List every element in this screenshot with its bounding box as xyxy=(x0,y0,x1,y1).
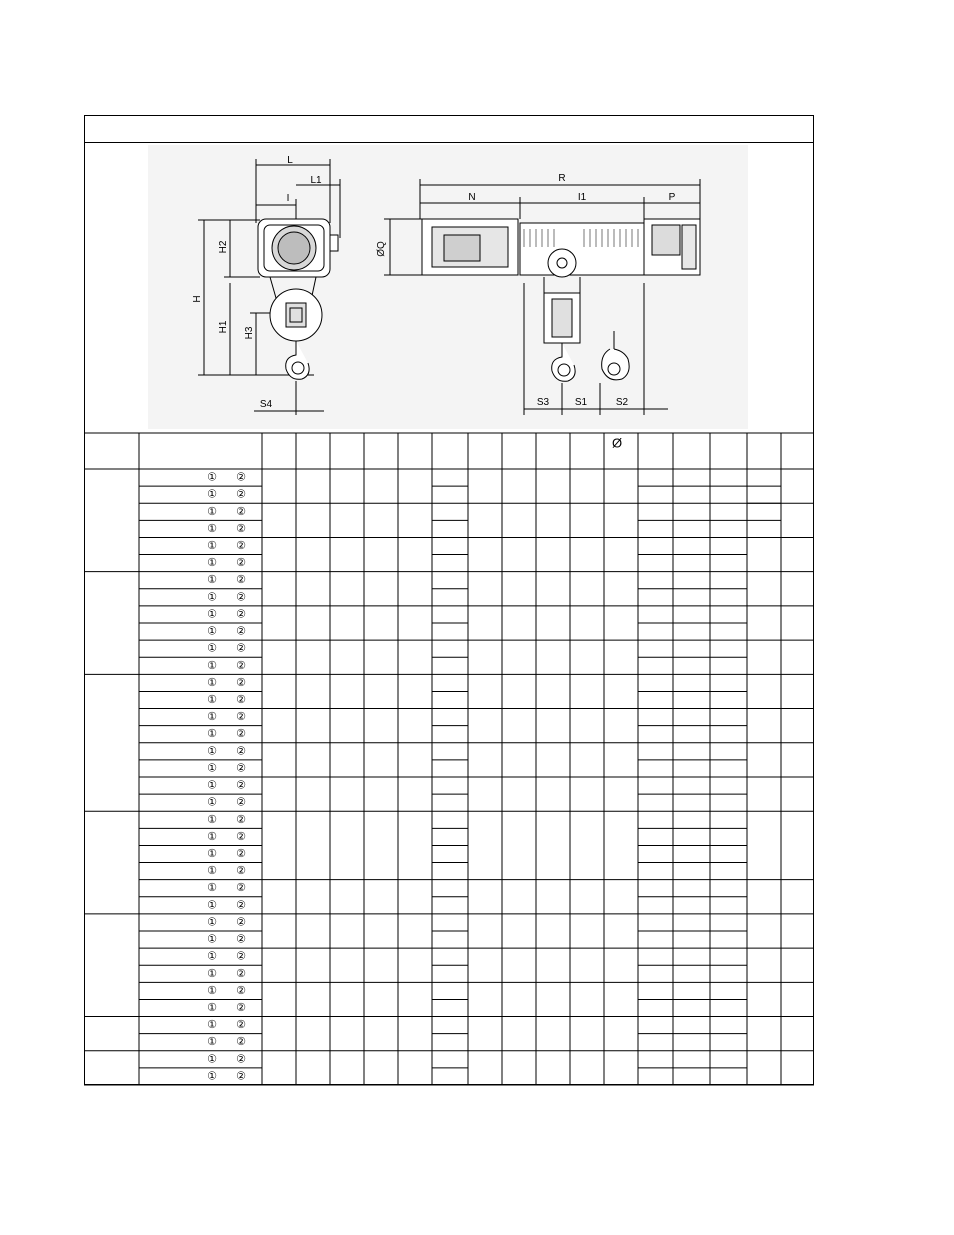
option-1-marker: ① xyxy=(207,608,217,621)
option-1-marker: ① xyxy=(207,676,217,689)
option-1-marker: ① xyxy=(207,916,217,929)
label-S3: S3 xyxy=(536,397,550,408)
option-1-marker: ① xyxy=(207,642,217,655)
option-1-marker: ① xyxy=(207,882,217,895)
option-1-marker: ① xyxy=(207,950,217,963)
option-1-marker: ① xyxy=(207,659,217,672)
option-1-marker: ① xyxy=(207,694,217,706)
option-2-marker: ② xyxy=(236,830,246,843)
option-2-marker: ② xyxy=(236,1070,246,1083)
option-2-marker: ② xyxy=(236,557,246,570)
option-2-marker: ② xyxy=(236,676,246,689)
option-2-marker: ② xyxy=(236,642,246,655)
option-1-marker: ① xyxy=(207,848,217,860)
option-1-marker: ① xyxy=(207,813,217,826)
option-2-marker: ② xyxy=(236,1036,246,1049)
option-1-marker: ① xyxy=(207,830,217,843)
label-P: P xyxy=(668,192,676,203)
option-2-marker: ② xyxy=(236,762,246,775)
option-2-marker: ② xyxy=(236,522,246,535)
option-1-marker: ① xyxy=(207,557,217,570)
option-2-marker: ② xyxy=(236,916,246,929)
option-2-marker: ② xyxy=(236,779,246,792)
option-2-marker: ② xyxy=(236,505,246,518)
option-1-marker: ① xyxy=(207,1070,217,1083)
option-2-marker: ② xyxy=(236,796,246,809)
label-H2: H2 xyxy=(218,240,229,254)
option-1-marker: ① xyxy=(207,1053,217,1066)
option-1-marker: ① xyxy=(207,591,217,604)
label-l1: I1 xyxy=(577,192,587,203)
option-2-marker: ② xyxy=(236,899,246,912)
option-2-marker: ② xyxy=(236,882,246,895)
option-2-marker: ② xyxy=(236,745,246,758)
option-2-marker: ② xyxy=(236,728,246,741)
option-2-marker: ② xyxy=(236,967,246,980)
option-2-marker: ② xyxy=(236,574,246,587)
option-1-marker: ① xyxy=(207,745,217,758)
option-2-marker: ② xyxy=(236,694,246,706)
label-l: I xyxy=(286,193,290,204)
option-2-marker: ② xyxy=(236,984,246,997)
option-1-marker: ① xyxy=(207,625,217,638)
option-1-marker: ① xyxy=(207,711,217,724)
option-2-marker: ② xyxy=(236,848,246,860)
option-1-marker: ① xyxy=(207,899,217,912)
option-2-marker: ② xyxy=(236,1019,246,1032)
option-2-marker: ② xyxy=(236,950,246,963)
label-S1: S1 xyxy=(574,397,588,408)
option-2-marker: ② xyxy=(236,591,246,604)
option-1-marker: ① xyxy=(207,505,217,518)
option-2-marker: ② xyxy=(236,711,246,724)
option-2-marker: ② xyxy=(236,1053,246,1066)
option-1-marker: ① xyxy=(207,865,217,878)
option-1-marker: ① xyxy=(207,728,217,741)
option-1-marker: ① xyxy=(207,488,217,501)
header-diameter-symbol: Ø xyxy=(611,435,623,451)
option-1-marker: ① xyxy=(207,522,217,535)
option-1-marker: ① xyxy=(207,762,217,775)
option-1-marker: ① xyxy=(207,984,217,997)
option-2-marker: ② xyxy=(236,813,246,826)
option-2-marker: ② xyxy=(236,865,246,878)
label-S4: S4 xyxy=(259,399,273,410)
option-1-marker: ① xyxy=(207,1019,217,1032)
option-2-marker: ② xyxy=(236,471,246,484)
label-H1: H1 xyxy=(218,320,229,334)
option-2-marker: ② xyxy=(236,933,246,946)
option-1-marker: ① xyxy=(207,933,217,946)
option-2-marker: ② xyxy=(236,659,246,672)
option-2-marker: ② xyxy=(236,1002,246,1014)
option-1-marker: ① xyxy=(207,1036,217,1049)
option-2-marker: ② xyxy=(236,625,246,638)
option-1-marker: ① xyxy=(207,1002,217,1014)
label-N: N xyxy=(468,192,476,203)
label-R: R xyxy=(558,173,566,184)
option-1-marker: ① xyxy=(207,967,217,980)
label-L: L xyxy=(287,155,293,166)
label-H3: H3 xyxy=(244,326,255,340)
label-L1: L1 xyxy=(310,175,322,186)
option-1-marker: ① xyxy=(207,540,217,552)
label-H: H xyxy=(192,295,203,303)
label-S2: S2 xyxy=(615,397,629,408)
option-2-marker: ② xyxy=(236,488,246,501)
option-1-marker: ① xyxy=(207,779,217,792)
option-2-marker: ② xyxy=(236,540,246,552)
option-1-marker: ① xyxy=(207,796,217,809)
option-1-marker: ① xyxy=(207,574,217,587)
option-2-marker: ② xyxy=(236,608,246,621)
option-1-marker: ① xyxy=(207,471,217,484)
label-Q: ØQ xyxy=(376,241,387,257)
